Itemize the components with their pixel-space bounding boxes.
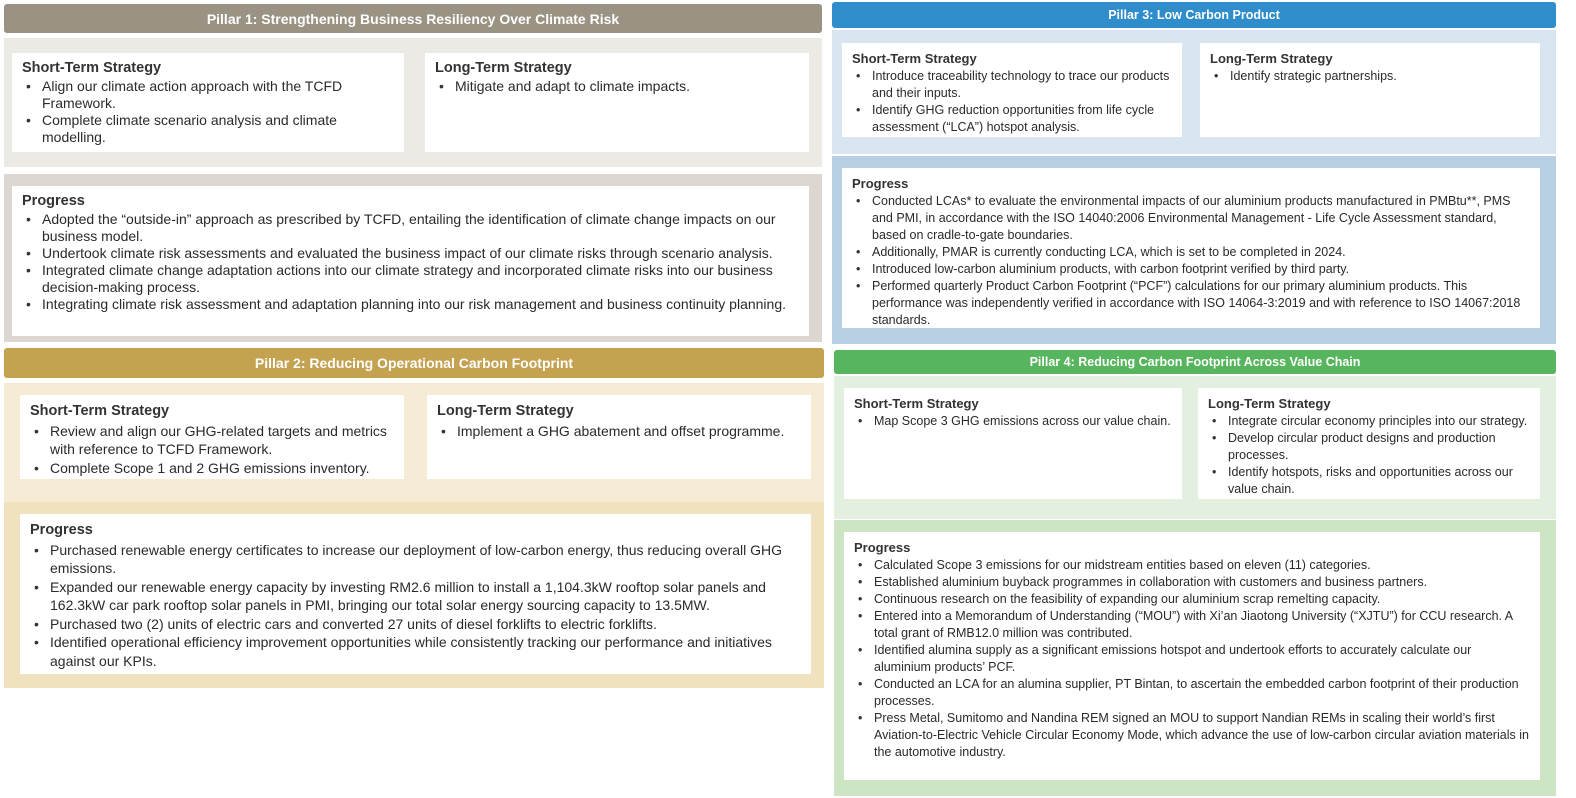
pillar-2-title: Pillar 2: Reducing Operational Carbon Footprint	[4, 348, 824, 378]
progress-heading: Progress	[22, 193, 85, 209]
pillar-2-long-term-card	[427, 395, 811, 479]
short-term-list	[854, 413, 1172, 430]
short-term-list	[30, 422, 394, 478]
list-item: • Performed quarterly Product Carbon Footprint (“PCF”) calculations for our primary aluminium products. This performance was independently verified in accordance with ISO 14064-3:2019 and with reference to ISO 14067:2018 standards.	[872, 278, 1530, 329]
list-item: • Expanded our renewable energy capacity by investing RM2.6 million to install a 1,104.3kW rooftop solar panels and 162.3kW car park rooftop solar panels in PMI, bringing our total solar energy sourcing capacity to 13.5MW.	[50, 578, 801, 615]
pillar-1-long-term-card	[425, 53, 809, 152]
list-item: • Integrate circular economy principles into our strategy.	[1228, 413, 1530, 430]
short-term-heading: Short-Term Strategy	[22, 60, 162, 76]
pillar-2-progress-card	[20, 514, 811, 674]
long-term-list	[435, 78, 799, 95]
list-item: • Integrating climate risk assessment and adaptation planning into our risk management and business continuity planning.	[42, 296, 799, 313]
pillar-1-progress-band	[4, 174, 822, 342]
pillar-1-strategy-band	[4, 38, 822, 167]
pillar-3-progress-card	[842, 168, 1540, 328]
short-term-heading: Short-Term Strategy	[852, 51, 977, 66]
list-item: • Review and align our GHG-related targets and metrics with reference to TCFD Framework.	[50, 422, 394, 459]
long-term-heading: Long-Term Strategy	[437, 403, 574, 419]
short-term-list	[852, 68, 1172, 136]
list-item: • Conducted an LCA for an alumina supplier, PT Bintan, to ascertain the embedded carbon footprint of their production processes.	[874, 676, 1530, 710]
progress-list	[854, 557, 1530, 761]
list-item: • Identify GHG reduction opportunities from life cycle assessment (“LCA”) hotspot analysis.	[872, 102, 1172, 136]
pillar-4-long-term-card	[1198, 388, 1540, 499]
pillar-2-panel	[4, 348, 824, 688]
list-item: • Complete Scope 1 and 2 GHG emissions inventory.	[50, 459, 394, 478]
list-item: • Identify strategic partnerships.	[1230, 68, 1530, 85]
pillar-4-title: Pillar 4: Reducing Carbon Footprint Across Value Chain	[834, 350, 1556, 374]
list-item: • Adopted the “outside-in” approach as prescribed by TCFD, entailing the identification of climate change impacts on our business model.	[42, 211, 799, 245]
list-item: • Introduced low-carbon aluminium products, with carbon footprint verified by third party.	[872, 261, 1530, 278]
list-item: • Integrated climate change adaptation actions into our climate strategy and incorporated climate risks into our business decision-making process.	[42, 262, 799, 296]
list-item: • Entered into a Memorandum of Understanding (“MOU”) with Xi’an Jiaotong University (“XJTU”) for CCU research. A total grant of RMB12.0 million was contributed.	[874, 608, 1530, 642]
progress-list	[30, 541, 801, 671]
pillar-4-strategy-band	[834, 376, 1556, 519]
list-item: • Align our climate action approach with the TCFD Framework.	[42, 78, 394, 112]
pillar-1-panel	[4, 4, 822, 342]
progress-list	[22, 211, 799, 313]
progress-list	[852, 193, 1530, 329]
list-item: • Mitigate and adapt to climate impacts.	[455, 78, 799, 95]
list-item: • Complete climate scenario analysis and climate modelling.	[42, 112, 394, 146]
pillar-1-title: Pillar 1: Strengthening Business Resiliency Over Climate Risk	[4, 4, 822, 33]
list-item: • Continuous research on the feasibility of expanding our aluminium scrap remelting capacity.	[874, 591, 1530, 608]
pillar-3-title: Pillar 3: Low Carbon Product	[832, 2, 1556, 28]
long-term-heading: Long-Term Strategy	[1208, 396, 1331, 411]
pillar-3-long-term-card	[1200, 43, 1540, 137]
progress-heading: Progress	[30, 522, 93, 538]
short-term-list	[22, 78, 394, 146]
list-item: • Identify hotspots, risks and opportunities across our value chain.	[1228, 464, 1530, 498]
long-term-heading: Long-Term Strategy	[1210, 51, 1333, 66]
pillar-2-strategy-band	[4, 383, 824, 508]
long-term-list	[437, 422, 801, 441]
list-item: • Established aluminium buyback programmes in collaboration with customers and business partners.	[874, 574, 1530, 591]
short-term-heading: Short-Term Strategy	[30, 403, 170, 419]
list-item: • Purchased renewable energy certificates to increase our deployment of low-carbon energy, thus reducing overall GHG emissions.	[50, 541, 801, 578]
list-item: • Map Scope 3 GHG emissions across our value chain.	[874, 413, 1172, 430]
pillar-4-panel	[834, 350, 1556, 796]
pillar-2-short-term-card	[20, 395, 404, 479]
long-term-heading: Long-Term Strategy	[435, 60, 572, 76]
pillar-3-short-term-card	[842, 43, 1182, 137]
list-item: • Calculated Scope 3 emissions for our midstream entities based on eleven (11) categories.	[874, 557, 1530, 574]
long-term-list	[1210, 68, 1530, 85]
list-item: • Identified alumina supply as a significant emissions hotspot and undertook efforts to accurately calculate our aluminium products’ PCF.	[874, 642, 1530, 676]
list-item: • Identified operational efficiency improvement opportunities while consistently tracking our performance and initiatives against our KPIs.	[50, 633, 801, 670]
list-item: • Introduce traceability technology to trace our products and their inputs.	[872, 68, 1172, 102]
progress-heading: Progress	[854, 540, 911, 555]
pillar-3-strategy-band	[832, 30, 1556, 154]
pillar-2-progress-band	[4, 502, 824, 688]
pillar-4-progress-card	[844, 532, 1540, 780]
progress-heading: Progress	[852, 176, 909, 191]
list-item: • Purchased two (2) units of electric cars and converted 27 units of diesel forklifts to electric forklifts.	[50, 615, 801, 634]
pillar-4-progress-band	[834, 520, 1556, 796]
list-item: • Undertook climate risk assessments and evaluated the business impact of our climate risks through scenario analysis.	[42, 245, 799, 262]
list-item: • Implement a GHG abatement and offset programme.	[457, 422, 801, 441]
list-item: • Additionally, PMAR is currently conducting LCA, which is set to be completed in 2024.	[872, 244, 1530, 261]
pillar-3-progress-band	[832, 156, 1556, 344]
long-term-list	[1208, 413, 1530, 498]
pillar-1-short-term-card	[12, 53, 404, 152]
pillar-4-short-term-card	[844, 388, 1182, 499]
list-item: • Press Metal, Sumitomo and Nandina REM signed an MOU to support Nandian REMs in scaling their world’s first Aviation-to-Electric Vehicle Circular Economy Mode, which advance the use of low-carbon circular aviation materials in the automotive industry.	[874, 710, 1530, 761]
pillar-3-panel	[832, 2, 1556, 344]
short-term-heading: Short-Term Strategy	[854, 396, 979, 411]
list-item: • Conducted LCAs* to evaluate the environmental impacts of our aluminium products manufactured in PMBtu**, PMS and PMI, in accordance with the ISO 14040:2006 Environmental Management - Life Cycle Assessment standard, based on cradle-to-gate boundaries.	[872, 193, 1530, 244]
list-item: • Develop circular product designs and production processes.	[1228, 430, 1530, 464]
pillar-1-progress-card	[12, 186, 809, 336]
